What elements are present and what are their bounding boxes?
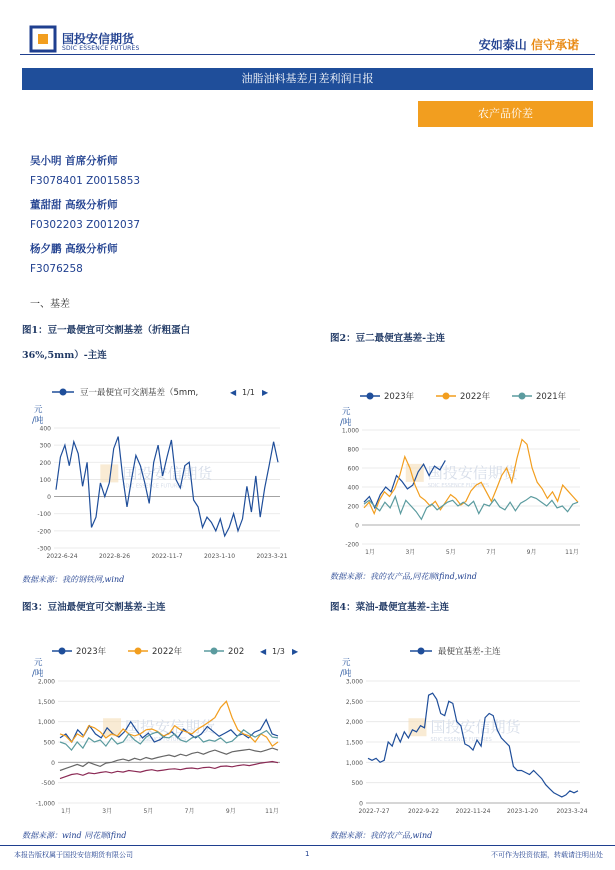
pager-label: 1/3 [272, 647, 285, 656]
y-unit-label: /吨 [32, 669, 44, 679]
x-tick-label: 9月 [225, 808, 236, 815]
y-tick-label: -300 [37, 545, 51, 553]
analyst-id: F0302203 Z0012037 [30, 219, 141, 231]
series-line [364, 497, 578, 520]
y-tick-label: 1,000 [37, 719, 55, 727]
analyst-name: 杨夕鹏 高级分析师 [30, 243, 118, 255]
fig4-chart [330, 637, 590, 822]
x-tick-label: 2022-6-24 [46, 553, 78, 560]
slogan-part-2: 信守承诺 [530, 38, 579, 52]
legend-marker [443, 393, 450, 400]
legend-marker [211, 648, 218, 655]
x-tick-label: 1月 [365, 549, 375, 556]
page-number: 1 [305, 850, 310, 858]
pager-prev-icon: ◀ [230, 388, 237, 397]
y-tick-label: 200 [39, 459, 51, 467]
legend-marker [519, 393, 526, 400]
y-tick-label: 400 [347, 484, 359, 492]
y-unit-label: /吨 [32, 416, 44, 426]
footer-copyright: 本报告版权属于国投安信期货有限公司 [14, 851, 133, 859]
y-unit-label: /吨 [340, 418, 352, 428]
fig3-chart [22, 637, 299, 822]
y-tick-label: 400 [39, 425, 51, 433]
y-tick-label: 3,000 [345, 678, 363, 686]
watermark-subtext: SDIC ESSENCE FUTURES [430, 737, 492, 744]
section-heading: 一、基差 [30, 299, 70, 310]
x-tick-label: 2022-8-26 [98, 553, 131, 560]
legend-label: 2023年 [384, 392, 415, 402]
pager-next-icon: ▶ [292, 647, 299, 656]
analyst-name: 吴小明 首席分析师 [30, 155, 118, 167]
y-tick-label: 2,500 [345, 698, 363, 706]
analyst-id: F3076258 [30, 263, 83, 275]
y-tick-label: -1,000 [35, 800, 55, 808]
logo-text: 国投安信期货 [62, 32, 135, 46]
series-line [60, 748, 278, 770]
y-tick-label: 1,000 [341, 427, 359, 435]
y-unit-label: /吨 [340, 669, 352, 679]
series-line [368, 693, 578, 797]
analyst-name: 董甜甜 高级分析师 [30, 199, 118, 211]
y-tick-label: -200 [345, 541, 359, 549]
y-tick-label: 300 [39, 442, 51, 450]
x-tick-label: 1月 [61, 808, 71, 815]
x-tick-label: 9月 [526, 549, 537, 556]
y-tick-label: 800 [347, 446, 359, 454]
legend-label: 豆一最便宜可交割基差（5mm, [80, 388, 199, 398]
x-tick-label: 2022-11-7 [151, 553, 183, 560]
pager-prev-icon: ◀ [260, 647, 267, 656]
legend-marker [367, 393, 374, 400]
y-unit-label: 元 [34, 658, 43, 668]
header-divider [20, 54, 595, 55]
category-tag: 农产品价差 [418, 101, 593, 127]
legend-marker [60, 389, 67, 396]
y-tick-label: 1,500 [37, 698, 55, 706]
fig2-title: 图2：豆二最便宜基差-主连 [330, 333, 446, 344]
fig4-title: 图4：菜油-最便宜基差-主连 [330, 602, 449, 613]
x-tick-label: 7月 [486, 549, 497, 556]
y-tick-label: 0 [51, 759, 55, 767]
x-tick-label: 2023-3-21 [256, 553, 288, 560]
pager-label: 1/1 [242, 388, 255, 397]
watermark-subtext: SDIC ESSENCE FUTURES [125, 737, 187, 744]
x-tick-label: 11月 [565, 549, 579, 556]
watermark-text: 国投安信期货 [427, 463, 518, 482]
y-tick-label: -200 [37, 528, 51, 536]
y-tick-label: -500 [41, 780, 55, 788]
legend-label: 最便宜基差-主连 [438, 647, 501, 657]
x-tick-label: 7月 [184, 808, 195, 815]
legend-label: 2022年 [460, 392, 491, 402]
logo-subtext: SDIC ESSENCE FUTURES [62, 45, 140, 52]
legend-marker [418, 648, 425, 655]
y-unit-label: 元 [34, 405, 43, 415]
fig1-source: 数据来源：我的钢铁网,wind [22, 575, 125, 584]
y-tick-label: 0 [47, 494, 51, 502]
y-tick-label: 2,000 [37, 678, 55, 686]
legend-label: 2022年 [152, 647, 183, 657]
x-tick-label: 2023-1-20 [506, 808, 539, 815]
fig3-title: 图3：豆油最便宜可交割基差-主连 [22, 602, 166, 613]
footer-disclaimer: 不可作为投资依据，转载请注明出处 [491, 851, 603, 859]
x-tick-label: 5月 [143, 808, 154, 815]
y-tick-label: 1,500 [345, 739, 363, 747]
fig2-source: 数据来源：我的农产品,同花顺ifind,wind [330, 572, 477, 581]
x-tick-label: 2022-11-24 [455, 808, 491, 815]
pager-next-icon: ▶ [262, 388, 269, 397]
slogan [479, 36, 579, 53]
y-tick-label: 0 [359, 800, 363, 808]
analyst-id: F3078401 Z0015853 [30, 175, 141, 187]
legend-marker [135, 648, 142, 655]
x-tick-label: 5月 [445, 549, 456, 556]
fig1-chart [22, 378, 290, 568]
fig1-title-line2: 36%,5mm）-主连 [22, 350, 107, 361]
x-tick-label: 2022-9-22 [407, 808, 440, 815]
legend-label: 2021年 [536, 392, 567, 402]
x-tick-label: 11月 [265, 808, 279, 815]
fig1-title-line1: 图1：豆一最便宜可交割基差（折粗蛋白 [22, 325, 191, 336]
watermark-text: 国投安信期货 [430, 718, 521, 737]
x-tick-label: 3月 [405, 549, 416, 556]
watermark-text: 国投安信期货 [122, 464, 213, 483]
y-tick-label: 200 [347, 503, 359, 511]
footer-divider [0, 845, 615, 846]
y-tick-label: 600 [347, 465, 359, 473]
x-tick-label: 2023-1-10 [203, 553, 236, 560]
y-unit-label: 元 [342, 407, 351, 417]
y-tick-label: 500 [43, 739, 55, 747]
slogan-part-1: 安如泰山 [478, 38, 527, 52]
legend-marker [59, 648, 66, 655]
y-tick-label: -100 [37, 511, 51, 519]
watermark-subtext: SDIC ESSENCE FUTURES [427, 482, 490, 489]
y-tick-label: 500 [351, 780, 363, 788]
report-title: 油脂油料基差月差利润日报 [22, 68, 593, 90]
logo-icon [30, 26, 56, 52]
fig3-source: 数据来源：wind 同花顺ifind [22, 831, 127, 840]
y-tick-label: 100 [39, 476, 51, 484]
y-tick-label: 2,000 [345, 719, 363, 727]
y-tick-label: 0 [355, 522, 359, 530]
watermark-subtext: SDIC ESSENCE FUTURES [122, 483, 184, 490]
legend-label: 202 [228, 647, 245, 657]
watermark-text: 国投安信期货 [125, 718, 216, 737]
fig2-chart [330, 382, 590, 562]
fig4-source: 数据来源：我的农产品,wind [330, 831, 433, 840]
x-tick-label: 3月 [102, 808, 113, 815]
x-tick-label: 2022-7-27 [358, 808, 390, 815]
y-unit-label: 元 [342, 658, 351, 668]
y-tick-label: 1,000 [345, 759, 363, 767]
x-tick-label: 2023-3-24 [556, 808, 588, 815]
legend-label: 2023年 [76, 647, 107, 657]
